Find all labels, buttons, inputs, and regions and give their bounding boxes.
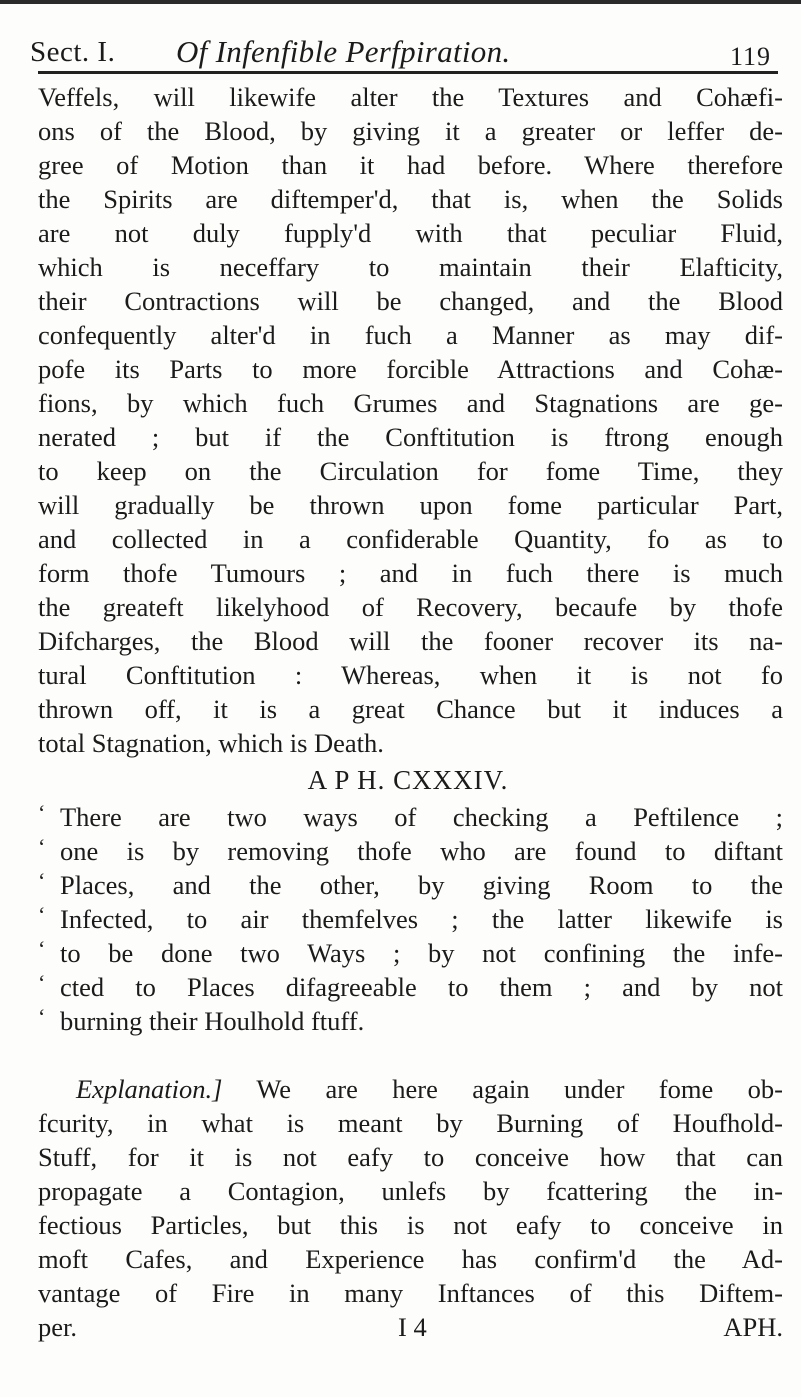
running-title: Of Infenfible Perfpiration. [176,34,511,69]
quote-line: ‘ Infected, to air themfelves ; the latter likewife is [38,902,783,936]
text-line: to keep on the Circulation for fome Time, they [38,456,783,486]
body-text [38,80,783,1344]
section-label: Sect. I. [30,36,116,68]
quote-mark: ‘ [38,1004,46,1029]
text-line: tural Conftitution : Whereas, when it is not fo [38,660,783,690]
text-line: propagate a Contagion, unlefs by fcattering the in- [38,1176,783,1206]
text-line: fions, by which fuch Grumes and Stagnations are ge- [38,388,783,418]
text-line: the Spirits are diftemper'd, that is, when the Solids [38,184,783,214]
quote-line: ‘ to be done two Ways ; by not confining the infe- [38,936,783,970]
text-line: which is neceffary to maintain their Elafticity, [38,252,783,282]
explanation-label: Explanation.] [76,1074,223,1104]
paragraph-gap [38,1038,783,1072]
quote-line: ‘ There are two ways of checking a Peftilence ; [38,800,783,834]
text-line: the greateft likelyhood of Recovery, becaufe by thofe [38,592,783,622]
text-line: pofe its Parts to more forcible Attractions and Cohæ- [38,354,783,384]
text-line: Explanation.] We are here again under fome ob- [76,1074,783,1104]
page-number: 119 [729,42,771,71]
text-line: fectious Particles, but this is not eafy to conceive in [38,1210,783,1240]
text-line: their Contractions will be changed, and the Blood [38,286,783,316]
quote-line: ‘ cted to Places difagreeable to them ; and by not [38,970,783,1004]
catchline-word: per. [38,1312,77,1342]
quote-mark: ‘ [38,936,46,961]
header-rule [38,71,778,74]
quote-mark: ‘ [38,970,46,995]
text-line: form thofe Tumours ; and in fuch there is much [38,558,783,588]
text-line: will gradually be thrown upon fome particular Part, [38,490,783,520]
quote-mark: ‘ [38,902,46,927]
quote-mark: ‘ [38,868,46,893]
text-line: fcurity, in what is meant by Burning of Houfhold- [38,1108,783,1138]
text-line: thrown off, it is a great Chance but it induces a [38,694,783,724]
scan-edge [0,0,801,4]
text-line: total Stagnation, which is Death. [38,728,384,758]
catchline [38,1310,783,1344]
text-line: nerated ; but if the Conftitution is ftrong enough [38,422,783,452]
text-line: confequently alter'd in fuch a Manner as may dif- [38,320,783,350]
aphorism-heading: A P H. CXXXIV. [307,765,509,795]
quote-line: ‘ burning their Houlhold ftuff. [38,1004,783,1038]
text-line: Veffels, will likewife alter the Textures and Cohæfi- [38,82,783,112]
text-line: moft Cafes, and Experience has confirm'd the Ad- [38,1244,783,1274]
quote-line: ‘ one is by removing thofe who are found to diftant [38,834,783,868]
quote-mark: ‘ [38,800,46,825]
catchword: APH. [723,1312,783,1342]
text-line: and collected in a confiderable Quantity, fo as to [38,524,783,554]
aphorism-quote [38,800,783,1038]
quote-line: ‘ Places, and the other, by giving Room to the [38,868,783,902]
quote-mark: ‘ [38,834,46,859]
text-line: Stuff, for it is not eafy to conceive how that can [38,1142,783,1172]
text-line: ons of the Blood, by giving it a greater or leffer de- [38,116,783,146]
signature-mark: I 4 [398,1312,427,1342]
explanation-paragraph [38,1072,783,1310]
running-head [30,24,775,72]
text-line: Difcharges, the Blood will the fooner recover its na- [38,626,783,656]
paragraph-1 [38,80,783,760]
text-line: are not duly fupply'd with that peculiar Fluid, [38,218,783,248]
text-line: gree of Motion than it had before. Where therefore [38,150,783,180]
text-line: vantage of Fire in many Inftances of this Diftem- [38,1278,783,1308]
